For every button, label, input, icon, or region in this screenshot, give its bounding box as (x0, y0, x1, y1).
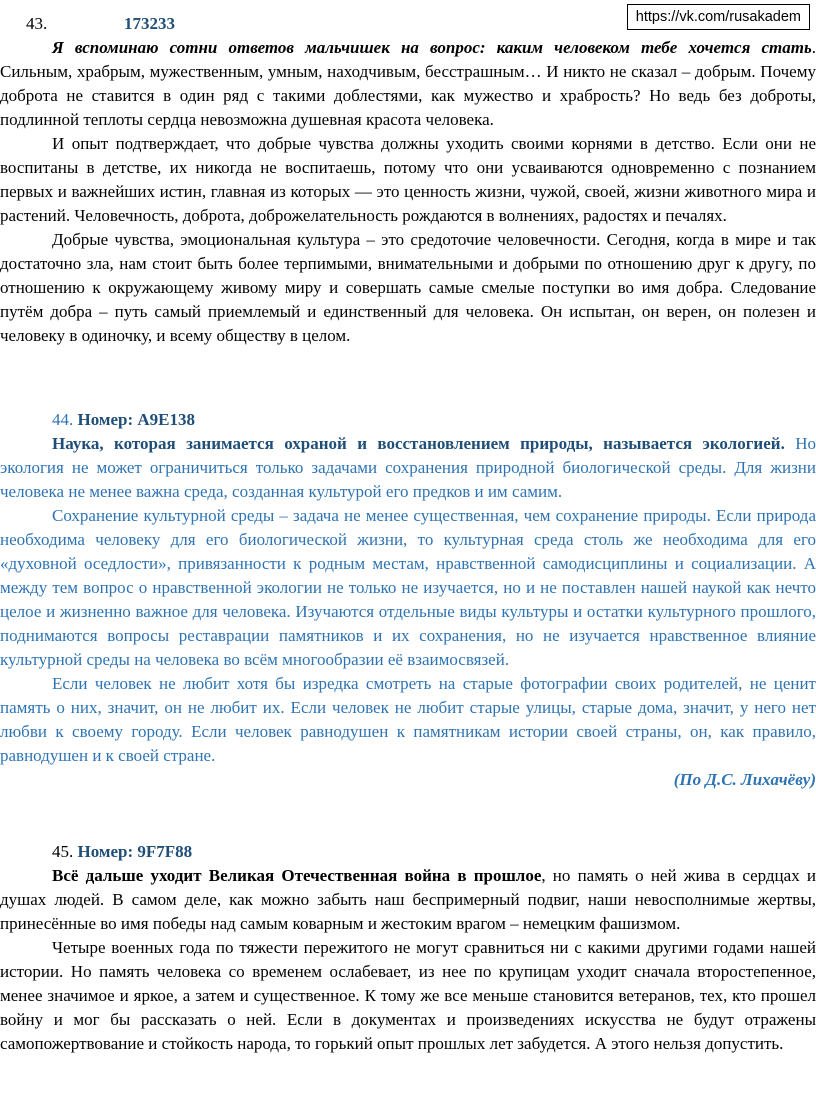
section-44-header (0, 408, 816, 432)
section-44 (0, 408, 816, 792)
section-43-code: 173233 (124, 14, 175, 33)
section-45-lead-bold: Всё дальше уходит Великая Отечественная война в прошлое (52, 866, 542, 885)
section-43-para-3: Добрые чувства, эмоциональная культура – это средоточие человечности. Сегодня, когда в мире и так достаточно зла, нам стоит быть более терпимыми, внимательными и добрыми по отношению друг к другу, по отношению к окружающему живому миру и совершать самые смелые поступки во имя добра. Следование путём добра – путь самый приемлемый и единственный для человека. Он испытан, он верен, он полезен и человеку в одиночку, и всему обществу в целом. (0, 230, 816, 345)
section-43-lead-bold: Я вспоминаю сотни ответов мальчишек на вопрос: каким человеком тебе хочется стать (52, 38, 812, 57)
section-44-para-2: Сохранение культурной среды – задача не менее существенная, чем сохранение природы. Если природа необходима человеку для его биологической жизни, то культурная среда столь же необходима для его «духовной оседлости», привязанности к родным местам, нравственной самодисциплины и социализации. А между тем вопрос о нравственной экологии не только не изучается, но и не поставлен нашей наукой как нечто целое и жизненно важное для человека. Изучаются отдельные виды культуры и остатки культурного прошлого, поднимаются вопросы реставрации памятников и их сохранения, но не изучается нравственное влияние культурной среды на человека во всём многообразии её взаимосвязей. (0, 506, 816, 669)
section-43-header (0, 12, 816, 36)
section-44-lead-rest: Но экология не может ограничиться только задачами сохранения природной биологической среды. Для жизни человека не менее важна среда, созданная культурой его предков и им самим. (0, 434, 816, 501)
section-43-lead-rest: . Сильным, храбрым, мужественным, умным, находчивым, бесстрашным… И никто не сказал – добрым. Почему доброта не ставится в один ряд с такими доблестями, как мужество и храбрость? Но ведь без доброты, подлинной теплоты сердца невозможна душевная красота человека. (0, 38, 816, 129)
section-43-number: 43. (26, 14, 48, 33)
watermark-url-box[interactable]: https://vk.com/rusakadem (627, 4, 810, 30)
section-45-code: Номер: 9F7F88 (77, 842, 193, 861)
section-44-para-1 (0, 432, 816, 504)
section-44-number: 44. (52, 410, 74, 429)
section-45-para-2: Четыре военных года по тяжести пережитого не могут сравниться ни с какими другими годами нашей истории. Но память человека со временем ослабевает, из нее по крупицам уходит сначала второстепенное, менее значимое и яркое, а затем и существенное. К тому же все меньше становится ветеранов, тех, кто прошел войну и мог бы рассказать о ней. Если в документах и произведениях искусства не будут отражены самопожертвование и стойкость народа, то горький опыт прошлых лет забудется. А этого нельзя допустить. (0, 938, 816, 1053)
section-43-para-2: И опыт подтверждает, что добрые чувства должны уходить своими корнями в детство. Если они не воспитаны в детстве, их никогда не воспитаешь, потому что они усваиваются одновременно с познанием первых и важнейших истин, главная из которых — это ценность жизни, чужой, своей, жизни животного мира и растений. Человечность, доброта, доброжелательность рождаются в волнениях, радостях и печалях. (0, 134, 816, 225)
section-44-code: Номер: A9E138 (77, 410, 196, 429)
section-43-para-1 (0, 36, 816, 132)
section-45-para-1 (0, 864, 816, 936)
section-45-number: 45. (52, 842, 74, 861)
section-45-header (0, 840, 816, 864)
section-45-lead-rest: , но память о ней жива в сердцах и душах людей. В самом деле, как можно забыть наш беспримерный подвиг, наши невосполнимые жертвы, принесённые во имя победы над самым коварным и жестоким врагом – немецким фашизмом. (0, 866, 816, 933)
section-44-para-3: Если человек не любит хотя бы изредка смотреть на старые фотографии своих родителей, не ценит память о них, значит, он не любит их. Если человек не любит старые улицы, старые дома, значит, у него нет любви к своему городу. Если человек равнодушен к памятникам истории своей страны, он, как правило, равнодушен и к своей стране. (0, 674, 816, 765)
section-43 (0, 12, 816, 348)
section-45 (0, 840, 816, 1056)
section-44-lead-bold: Наука, которая занимается охраной и восстановлением природы, называется экологией. (52, 434, 785, 453)
section-44-source: (По Д.С. Лихачёву) (673, 770, 816, 789)
